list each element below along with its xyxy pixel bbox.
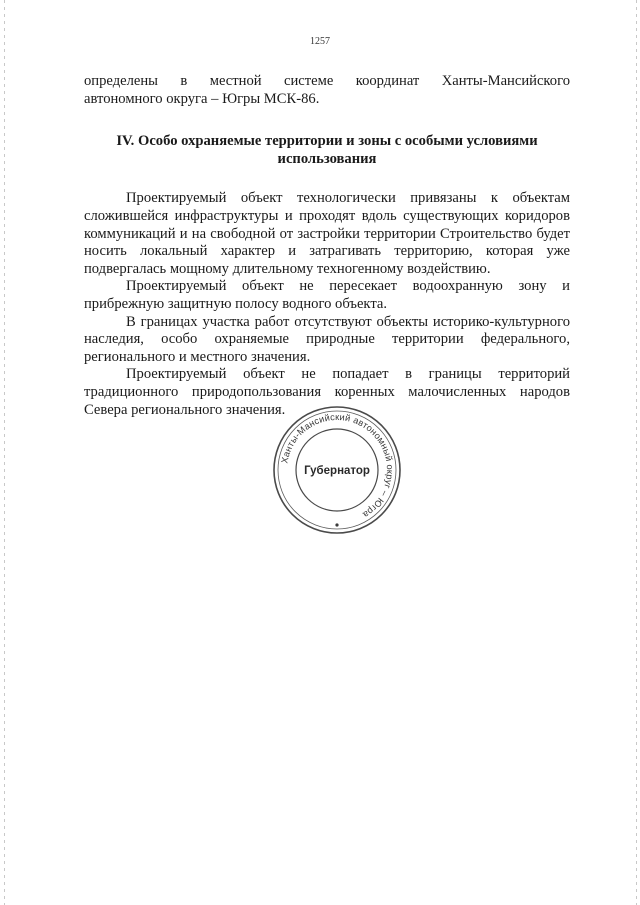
paragraph-continuation-line2: автономного округа – Югры МСК-86. [84,90,320,107]
scan-edge-left [4,0,5,905]
stamp-center-text: Губернатор [304,465,370,477]
document-body [84,73,570,419]
paragraph-heritage: В границах участка работ отсутствуют объекты историко-культурного наследия, особо охраняемые природные территории федерального, регионального и местного значения. [84,313,570,365]
section-heading: IV. Особо охраняемые территории и зоны с особыми условиями использования [116,133,538,167]
scan-edge-right [636,0,637,905]
stamp-ring-text: Ханты-Мансийский автономный округ – Югра [279,411,396,521]
paragraph-traditional-lands: Проектируемый объект не попадает в границы территорий традиционного природопользования коренных малочисленных народов Севера регионального значения. [84,366,570,418]
paragraph-water-zone: Проектируемый объект не пересекает водоохранную зону и прибрежную защитную полосу водного объекта. [84,278,570,312]
paragraph-continuation-line1: определены в местной системе координат Ханты-Мансийского [84,73,570,89]
paragraph-infrastructure: Проектируемый объект технологически привязаны к объектам сложившейся инфраструктуры и проходят вдоль существующих коридоров коммуникаций и на свободной от застройки территории Строительство будет носить локальный характер и затрагивать территорию, которая уже подвергалась мощному длительному техногенному воздействию. [84,190,570,277]
page-number: 1257 [310,36,330,47]
governor-stamp [271,404,403,536]
